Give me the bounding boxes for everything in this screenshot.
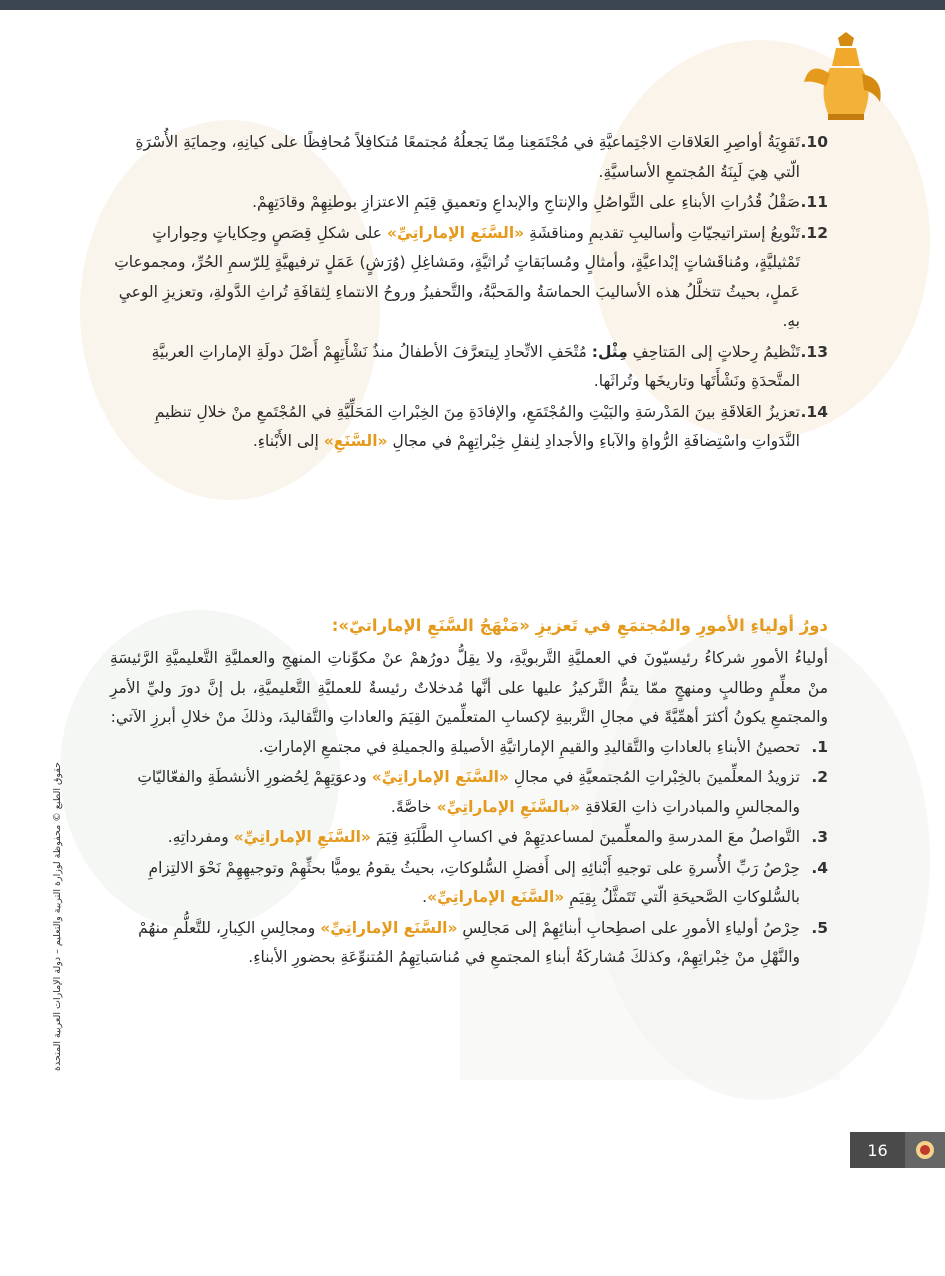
highlighted-term: «السَّنَع الإماراتِيِّ»: [386, 223, 525, 242]
list-item: [110, 914, 828, 973]
list-item: [110, 823, 828, 853]
highlighted-term: «السَّنَعِ»: [323, 432, 388, 450]
list-item-text: تَنْويعُ إستراتيجيّاتِ وأساليبِ تقديمِ ومناقشَةِ: [524, 223, 800, 242]
list-item-text: إلى الأَبْناءِ.: [252, 432, 324, 450]
list-item-number: 14.: [800, 402, 828, 421]
list-item-number: 3.: [811, 828, 828, 846]
list-item-number: 10.: [800, 133, 828, 151]
list-item-text: .: [422, 888, 428, 906]
highlighted-term: «السَّنَع الإماراتِيِّ»: [427, 888, 565, 906]
list-item-number: 5.: [811, 918, 828, 937]
section-paragraph: أولياءُ الأمورِ شركاءُ رئيسيّونَ في العمليَّةِ التَّربويَّةِ، ولا يقِلُّ دورُهمْ عنْ مكوِّناتِ المنهجِ والعمليَّةِ التَّعليميَّةِ الرَّئيسَةِ منْ معلِّمٍ وطالبٍ ومنهجٍ ممّا يتمُّ التَّركيزُ عليها على أنَّها مُدخلاتٌ رئيسةٌ للعمليَّةِ التَّعليميَّةِ، بل إنَّ دورَ وليِّ الأمرِ والمجتمعِ يكونُ أكثرَ أهمِّيَّةً في مجالِ التَّربيةِ لإكسابِ المتعلِّمينَ القِيَمَ والعاداتِ والتَّقاليدَ، وذلكَ منْ خلالِ أبرزِ الآتي:: [110, 649, 828, 726]
list-item: [110, 128, 828, 187]
highlighted-term: «السَّنَعِ الإماراتِيِّ»: [233, 828, 371, 846]
list-item-text: ومفرداتِهِ.: [167, 828, 234, 846]
page-number: 16: [850, 1132, 905, 1168]
list-item-text: صَقْلُ قُدُراتِ الأبناءِ على التَّواصُلِ والإنتاجِ والإبداعِ وتعميقِ قِيَمِ الاعتزازِ بوطنِهِمْ وقادَتِهِمْ.: [252, 193, 800, 211]
numbered-list-top: [110, 128, 828, 458]
list-item-text: تحصينُ الأبناءِ بالعاداتِ والتَّقاليدِ والقيمِ الإماراتيَّةِ الأصيلةِ والجميلةِ في مجتمعِ الإماراتِ.: [258, 737, 800, 756]
list-item-text: تزويدُ المعلِّمينَ بالخِبْراتِ المُجتمعيَّةِ في مجالِ: [508, 768, 800, 786]
list-item: [110, 733, 828, 763]
list-item-text: تَنْظيمُ رِحلاتٍ إلى المَتاحِفِ: [627, 342, 800, 361]
section-list: [110, 733, 828, 973]
list-item: [110, 854, 828, 913]
list-item-text: تعزيزُ العَلاقَةِ بينَ المَدْرسَةِ والبَيْتِ والمُجْتَمَعِ، والإفادَةِ مِنَ الخِبْراتِ المَحَلِّيَّةِ في المُجْتَمعِ منْ خلالِ تنظيمِ النَّدَواتِ واسْتِضافَةِ الرُّواةِ والآباءِ والأجدادِ لِنقلِ خِبْراتِهِمْ في مجالِ: [154, 402, 800, 450]
highlighted-term: «السَّنَع الإماراتِيِّ»: [371, 768, 509, 786]
top-bar: [0, 0, 945, 10]
list-item-text: مِثْل:: [591, 342, 628, 361]
list-item-text: مُتْحَفِ الاتِّحادِ لِيتعرَّفَ الأطفالُ منذُ نَشْأَتِهِمْ أَصْلَ دولَةِ الإماراتِ العربيَّةِ المتَّحدَةِ ونَشْأَتَها وتاريخَها وتُراثَها.: [151, 342, 800, 390]
list-item-text: حِرْصُ رَبِّ الأُسرةِ على توجيهِ أَبْنائِهِ إلى أَفضلِ السُّلوكاتِ، بحيثُ يقومُ يوميًّا بحثِّهِمْ وتوجيهِهِمْ نَحْوَ الالتِزامِ بالسُّلوكاتِ الصَّحيحَةِ الّتي تَتَمثَّلُ بِقِيَمِ: [148, 858, 800, 906]
list-item: [110, 188, 828, 218]
list-item-number: 12.: [800, 223, 828, 242]
list-item-text: على شكلِ قِصَصٍ وحِكاياتٍ وحِواراتٍ تَمْثيليَّةٍ، ومُناقَشاتٍ إبْداعيَّةٍ، وأمثالٍ ومُسابَقاتٍ تُراثيَّةٍ، ومَشاغِلِ (وُرَشٍ) عَمَلٍ ترفيهيَّةٍ لِلرّسمِ الحُرِّ، ومجموعاتِ عَملٍ، بحيثُ تتخلَّلُ هذه الأساليبَ الحماسَةُ والمَحبَّةُ، والتَّحفيزُ وروحُ الانتماءِ لِثقافَةِ تُراثِ الدَّولةِ، وتعزيزِ الوعيِ بهِ.: [114, 223, 800, 330]
list-item-number: 1.: [811, 737, 828, 756]
list-item-text: خاصَّةً.: [390, 797, 437, 816]
parents-role-section: [110, 612, 828, 974]
list-item-text: التَّواصلُ معَ المدرسةِ والمعلِّمينَ لمساعدتِهِمْ في اكسابِ الطَّلَبَةِ قِيَمَ: [370, 828, 800, 846]
section-title: دورُ أولياءِ الأمورِ والمُجتمَعِ في تَعزيزِ «مَنْهَجُ السَّنَعِ الإماراتيّ»:: [331, 616, 828, 635]
list-item: [110, 398, 828, 457]
list-item: [110, 219, 828, 337]
list-item-text: تَقوِيَةُ أواصِرِ العَلاقاتِ الاجْتِماعيَّةِ في مُجْتَمَعِنا مِمّا يَجعلُهُ مُجتمعًا مُتكافِلاً مُحافِظًا على كيانِهِ، وحِمايَةِ الأُسْرَةِ الّتي هِيَ لَبِنَةُ المُجتمعِ الأساسيَّةِ.: [135, 133, 800, 181]
list-item-text: ومجالِسِ الكِبارِ، للتَّعلُّمِ منهُمْ والنَّهْلِ منْ خِبْراتِهِمْ، وكذلكَ مُشاركَةُ أبناءِ المجتمعِ في مُناسَباتِهِمُ المُتنوِّعَةِ بحضورِ الأبناءِ.: [138, 918, 800, 966]
list-item-number: 11.: [800, 193, 828, 211]
list-item-text: حِرْصُ أولياءِ الأمورِ على اصطِحابِ أبنائِهِمْ إلى مَجالِسِ: [457, 918, 800, 937]
list-item: [110, 763, 828, 822]
list-item-text: ودعوَتِهِمْ لِحُضورِ الأنشطَةِ والفعّاليّاتِ والمجالسِ والمبادراتِ ذاتِ العَلاقةِ: [137, 768, 800, 816]
dallah-coffee-pot-icon: [800, 30, 890, 130]
highlighted-term: «بالسَّنَعِ الإماراتِيِّ»: [436, 797, 581, 816]
copyright-credit: حقوق الطبع © محفوظة لوزارة التربية والتعليم – دولة الإمارات العربية المتحدة: [52, 762, 63, 1071]
list-item: [110, 338, 828, 397]
list-item-number: 2.: [811, 768, 828, 786]
ministry-logo-icon: [905, 1132, 945, 1168]
list-item-number: 4.: [811, 858, 828, 877]
highlighted-term: «السَّنَع الإماراتِيِّ»: [320, 918, 458, 937]
list-item-number: 13.: [800, 342, 828, 361]
